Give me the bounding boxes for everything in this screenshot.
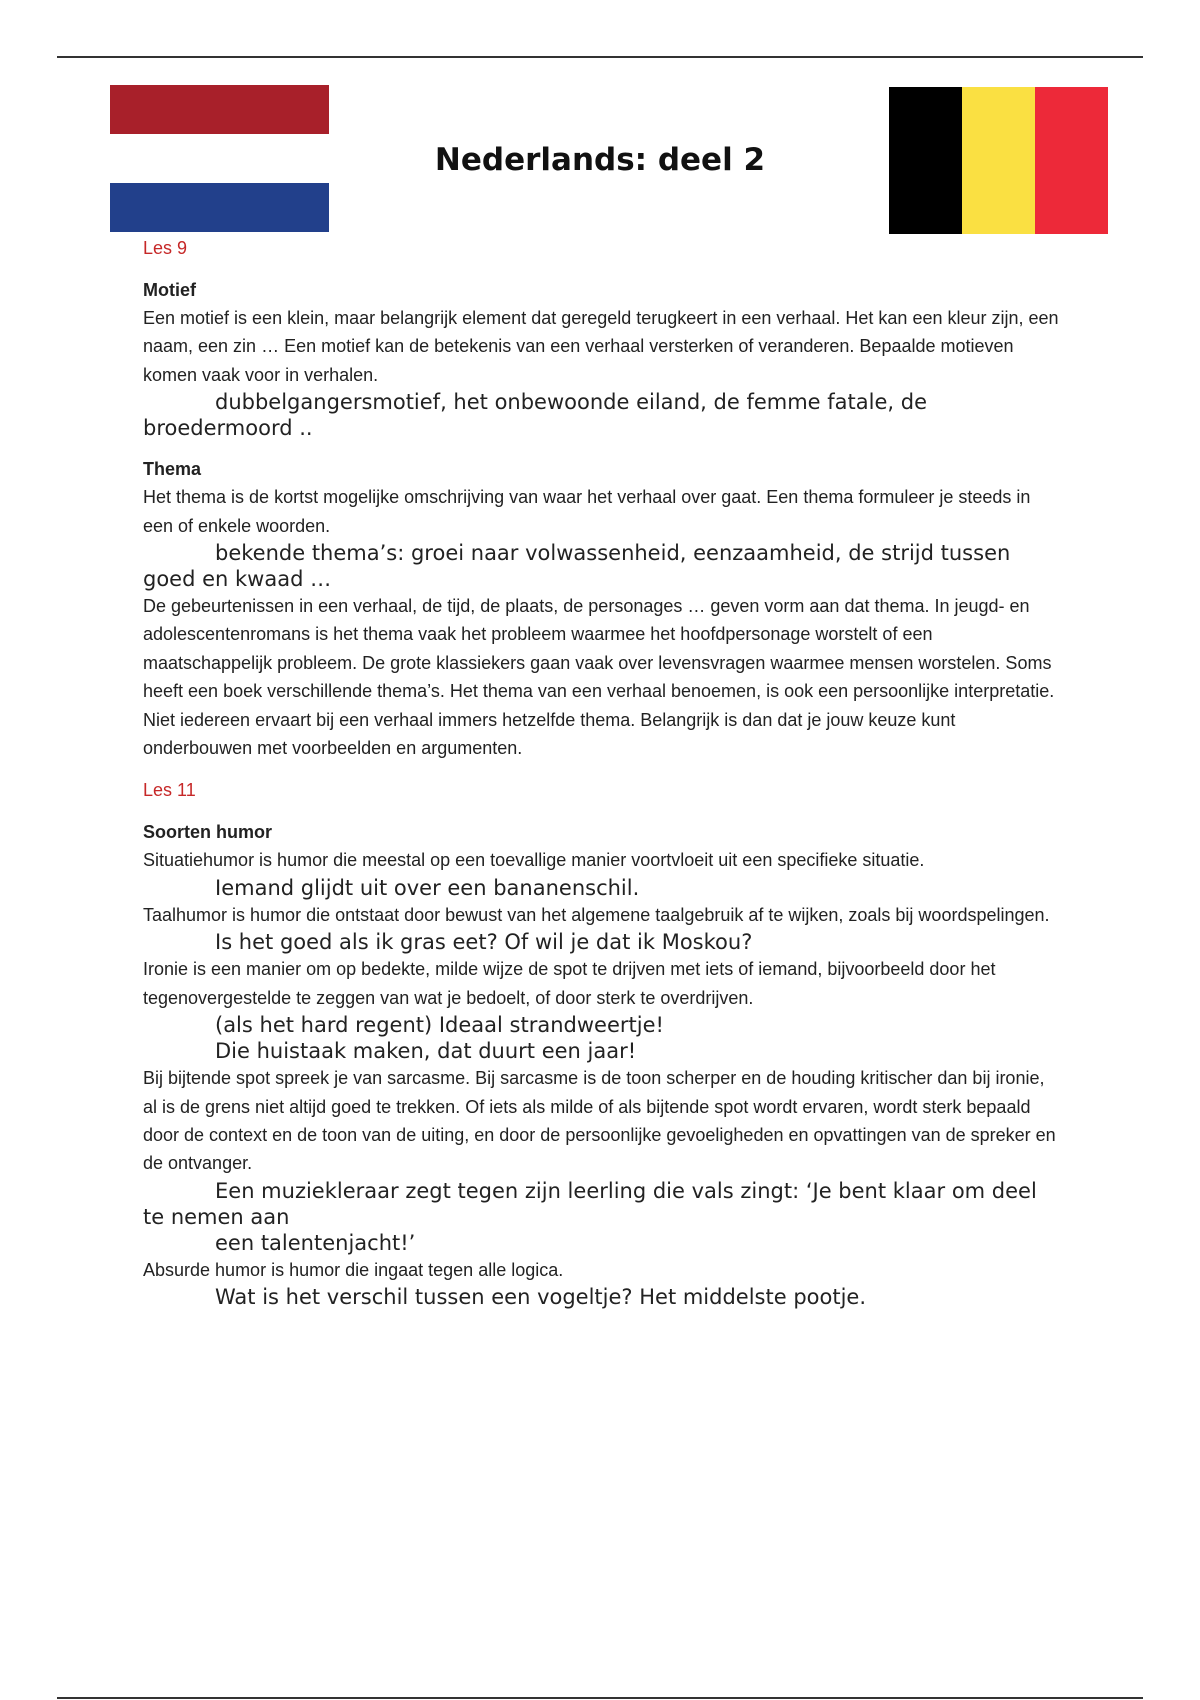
lesson-label-11: Les 11 <box>143 780 196 801</box>
flag-stripe-blue <box>110 183 329 232</box>
ironie-definition: Ironie is een manier om op bedekte, milde wijze de spot te drijven met iets of iemand, bijvoorbeeld door het tegenovergestelde te zeggen van wat je bedoelt, of door sterk te overdrijven. <box>143 959 996 1008</box>
flag-stripe-red <box>1035 87 1108 234</box>
thema-example: bekende thema’s: groei naar volwassenheid, eenzaamheid, de strijd tussen goed en kwaad … <box>143 541 1011 592</box>
flag-stripe-yellow <box>962 87 1035 234</box>
ironie-example-2: Die huistaak maken, dat duurt een jaar! <box>215 1039 637 1064</box>
belgium-flag <box>889 87 1108 234</box>
thema-explanation: De gebeurtenissen in een verhaal, de tijd, de plaats, de personages … geven vorm aan dat thema. In jeugd- en adolescentenromans is het thema vaak het probleem waarmee het hoofdpersonage worstelt of een maatschappelijk probleem. De grote klassiekers gaan vaak over levensvragen waarmee mensen worstelen. Soms heeft een boek verschillende thema’s. Het thema van een verhaal benoemen, is ook een persoonlijke interpretatie. Niet iedereen ervaart bij een verhaal immers hetzelfde thema. Belangrijk is dan dat je jouw keuze kunt onderbouwen met voorbeelden en argumenten. <box>143 596 1055 759</box>
motief-example: dubbelgangersmotief, het onbewoonde eiland, de femme fatale, de broedermoord .. <box>143 390 927 441</box>
flag-stripe-black <box>889 87 962 234</box>
situatiehumor-definition: Situatiehumor is humor die meestal op een toevallige manier voortvloeit uit een specifieke situatie. <box>143 850 925 871</box>
bottom-rule <box>57 1697 1143 1699</box>
thema-definition: Het thema is de kortst mogelijke omschrijving van waar het verhaal over gaat. Een thema formuleer je steeds in een of enkele woorden. <box>143 487 1031 536</box>
sarcasme-example-1: Een muziekleraar zegt tegen zijn leerling die vals zingt: ‘Je bent klaar om deel te nemen aan <box>143 1178 1037 1229</box>
ironie-example-1: (als het hard regent) Ideaal strandweertje! <box>215 1013 664 1038</box>
section-motief <box>143 276 1063 441</box>
lesson-label-9: Les 9 <box>143 238 188 258</box>
sarcasme-example-2: een talentenjacht!’ <box>215 1230 416 1255</box>
sarcasme-definition: Bij bijtende spot spreek je van sarcasme. Bij sarcasme is de toon scherper en de houding kritischer dan bij ironie, al is de grens niet altijd goed te trekken. Of iets als milde of als bijtende spot wordt ervaren, wordt sterk bepaald door de context en de toon van de uiting, en door de persoonlijke gevoeligheden en opvattingen van de spreker en de ontvanger. <box>143 1068 1056 1174</box>
taalhumor-definition: Taalhumor is humor die ontstaat door bewust van het algemene taalgebruik af te wijken, zoals bij woordspelingen. <box>143 904 1050 925</box>
section-humor <box>143 818 1063 1310</box>
absurde-humor-definition: Absurde humor is humor die ingaat tegen alle logica. <box>143 1259 564 1280</box>
section-heading-humor: Soorten humor <box>143 822 272 843</box>
section-thema <box>143 455 1063 762</box>
taalhumor-example: Is het goed als ik gras eet? Of wil je dat ik Moskou? <box>215 930 753 955</box>
top-rule <box>57 56 1143 58</box>
document-title: Nederlands: deel 2 <box>434 142 766 178</box>
section-heading-thema: Thema <box>143 459 202 480</box>
absurde-humor-example: Wat is het verschil tussen een vogeltje? Het middelste pootje. <box>215 1285 867 1310</box>
flag-stripe-red <box>110 85 329 134</box>
netherlands-flag <box>110 85 329 232</box>
document-body <box>143 234 1063 1310</box>
motief-definition: Een motief is een klein, maar belangrijk element dat geregeld terugkeert in een verhaal. Het kan een kleur zijn, een naam, een zin … Een motief kan de betekenis van een verhaal versterken of veranderen. Bepaalde motieven komen vaak voor in verhalen. <box>143 308 1059 385</box>
section-heading-motief: Motief <box>143 280 196 300</box>
flag-stripe-white <box>110 134 329 183</box>
situatiehumor-example: Iemand glijdt uit over een bananenschil. <box>215 875 640 900</box>
